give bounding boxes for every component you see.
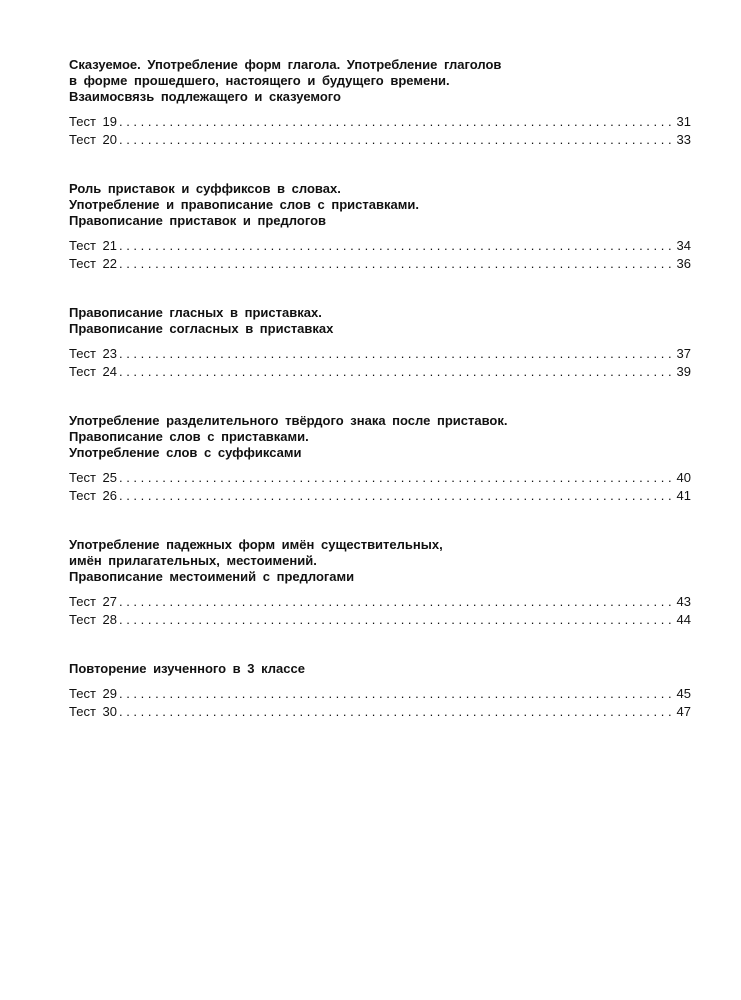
toc-entry-label: Тест 25 xyxy=(69,470,117,485)
toc-entry[interactable] xyxy=(69,131,691,149)
section-heading-line: имён прилагательных, местоимений. xyxy=(69,553,317,568)
toc-entry-label: Тест 29 xyxy=(69,686,117,701)
toc-entry-label: Тест 27 xyxy=(69,594,117,609)
toc-section xyxy=(69,661,691,721)
toc-entry-page: 45 xyxy=(676,686,691,701)
dot-leader xyxy=(119,113,675,131)
section-heading-line: Взаимосвязь подлежащего и сказуемого xyxy=(69,89,341,104)
section-heading xyxy=(69,181,691,229)
section-heading xyxy=(69,661,691,677)
section-heading-line: Употребление падежных форм имён существительных, xyxy=(69,537,443,552)
section-heading-line: Повторение изученного в 3 классе xyxy=(69,661,305,676)
table-of-contents xyxy=(69,57,691,721)
section-heading-line: Правописание согласных в приставках xyxy=(69,321,334,336)
dot-leader xyxy=(119,345,675,363)
toc-entry-page: 34 xyxy=(676,238,691,253)
toc-entry-label: Тест 22 xyxy=(69,256,117,271)
toc-section xyxy=(69,181,691,273)
toc-entry-page: 37 xyxy=(676,346,691,361)
toc-entry-page: 43 xyxy=(676,594,691,609)
toc-entry-page: 44 xyxy=(676,612,691,627)
toc-entry[interactable] xyxy=(69,685,691,703)
dot-leader xyxy=(119,487,675,505)
toc-entry-page: 47 xyxy=(676,704,691,719)
toc-entry-label: Тест 24 xyxy=(69,364,117,379)
dot-leader xyxy=(119,593,675,611)
toc-entry[interactable] xyxy=(69,363,691,381)
dot-leader xyxy=(119,237,675,255)
dot-leader xyxy=(119,363,675,381)
section-heading-line: Употребление разделительного твёрдого знака после приставок. xyxy=(69,413,508,428)
toc-entry[interactable] xyxy=(69,255,691,273)
toc-entry-page: 40 xyxy=(676,470,691,485)
section-heading-line: Правописание слов с приставками. xyxy=(69,429,309,444)
dot-leader xyxy=(119,703,675,721)
toc-entry-page: 33 xyxy=(676,132,691,147)
section-heading-line: Роль приставок и суффиксов в словах. xyxy=(69,181,341,196)
toc-entry-label: Тест 20 xyxy=(69,132,117,147)
dot-leader xyxy=(119,469,675,487)
toc-section xyxy=(69,413,691,505)
section-heading xyxy=(69,305,691,337)
section-heading-line: в форме прошедшего, настоящего и будущего времени. xyxy=(69,73,450,88)
toc-entry-label: Тест 28 xyxy=(69,612,117,627)
toc-entry-page: 36 xyxy=(676,256,691,271)
section-heading-line: Правописание местоимений с предлогами xyxy=(69,569,355,584)
toc-entry[interactable] xyxy=(69,113,691,131)
section-heading-line: Правописание приставок и предлогов xyxy=(69,213,326,228)
toc-entry-label: Тест 23 xyxy=(69,346,117,361)
toc-entry[interactable] xyxy=(69,593,691,611)
section-heading-line: Употребление слов с суффиксами xyxy=(69,445,302,460)
dot-leader xyxy=(119,611,675,629)
toc-entry-page: 41 xyxy=(676,488,691,503)
toc-entry[interactable] xyxy=(69,611,691,629)
toc-section xyxy=(69,57,691,149)
toc-entry-label: Тест 21 xyxy=(69,238,117,253)
toc-section xyxy=(69,305,691,381)
toc-entry[interactable] xyxy=(69,345,691,363)
toc-entry[interactable] xyxy=(69,237,691,255)
toc-section xyxy=(69,537,691,629)
toc-entry[interactable] xyxy=(69,703,691,721)
toc-entry[interactable] xyxy=(69,469,691,487)
toc-entry[interactable] xyxy=(69,487,691,505)
toc-entry-page: 39 xyxy=(676,364,691,379)
section-heading xyxy=(69,57,691,105)
dot-leader xyxy=(119,255,675,273)
section-heading-line: Правописание гласных в приставках. xyxy=(69,305,322,320)
toc-entry-page: 31 xyxy=(676,114,691,129)
section-heading xyxy=(69,413,691,461)
section-heading xyxy=(69,537,691,585)
dot-leader xyxy=(119,131,675,149)
dot-leader xyxy=(119,685,675,703)
section-heading-line: Сказуемое. Употребление форм глагола. Употребление глаголов xyxy=(69,57,502,72)
toc-entry-label: Тест 30 xyxy=(69,704,117,719)
toc-entry-label: Тест 26 xyxy=(69,488,117,503)
section-heading-line: Употребление и правописание слов с приставками. xyxy=(69,197,419,212)
toc-entry-label: Тест 19 xyxy=(69,114,117,129)
